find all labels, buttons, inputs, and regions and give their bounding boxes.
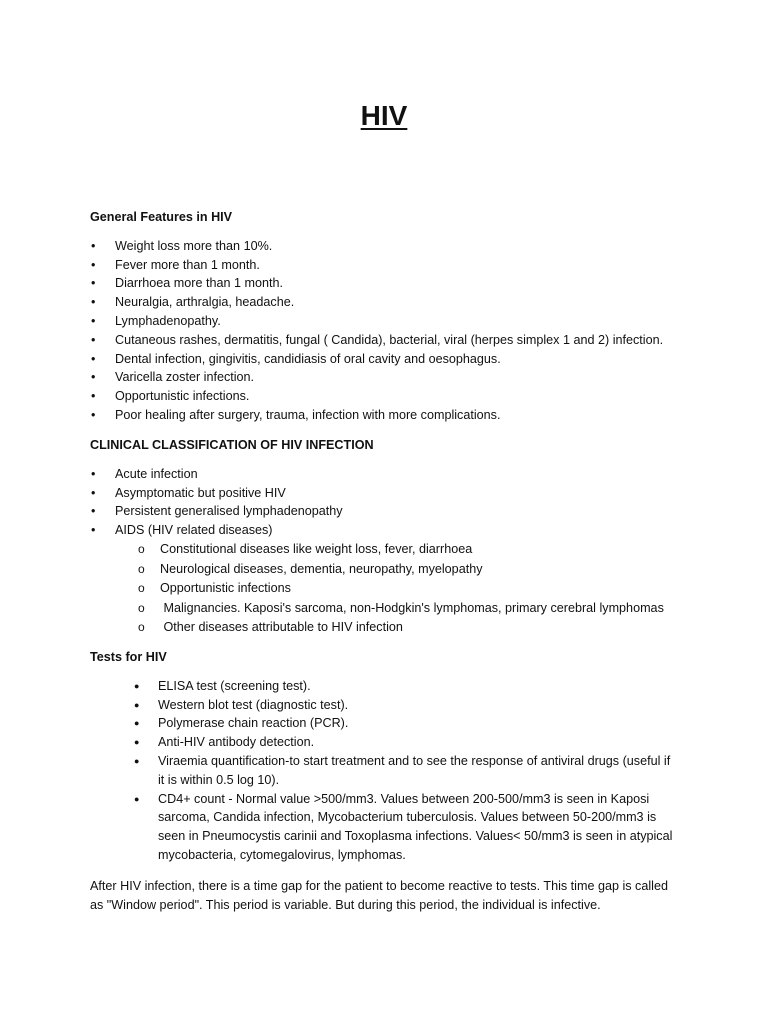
tests-heading: Tests for HIV <box>90 650 167 664</box>
window-period-paragraph: After HIV infection, there is a time gap for the patient to become reactive to tests. This time gap is called as "Window period". This period is variable. But during this period, the individual is infective. <box>90 879 668 912</box>
clinical-classification-section <box>90 436 690 638</box>
sub-list-item: o Opportunistic infections <box>136 579 690 599</box>
list-item: • AIDS (HIV related diseases) <box>90 521 690 540</box>
window-period-section <box>90 877 690 915</box>
list-item: ● ELISA test (screening test). <box>133 677 678 696</box>
list-item: ● Viraemia quantification-to start treatment and to see the response of antiviral drugs (useful if it is within 0.5 log 10). <box>133 752 678 790</box>
list-item: • Dental infection, gingivitis, candidiasis of oral cavity and oesophagus. <box>90 350 690 369</box>
list-item: • Acute infection <box>90 465 690 484</box>
sub-list-item: o Other diseases attributable to HIV infection <box>136 618 690 638</box>
sub-list-item: o Malignancies. Kaposi's sarcoma, non-Hodgkin's lymphomas, primary cerebral lymphomas <box>136 599 690 619</box>
general-features-section <box>90 208 690 425</box>
aids-sub-list <box>136 540 690 638</box>
list-item: • Poor healing after surgery, trauma, infection with more complications. <box>90 406 690 425</box>
page-title: HIV <box>360 100 408 131</box>
list-item: • Lymphadenopathy. <box>90 312 690 331</box>
list-item: • Diarrhoea more than 1 month. <box>90 274 690 293</box>
list-item: • Asymptomatic but positive HIV <box>90 484 690 503</box>
tests-list <box>133 677 690 865</box>
list-item: • Neuralgia, arthralgia, headache. <box>90 293 690 312</box>
list-item: • Opportunistic infections. <box>90 387 690 406</box>
sub-list-item: o Constitutional diseases like weight loss, fever, diarrhoea <box>136 540 690 560</box>
list-item: ● Anti-HIV antibody detection. <box>133 733 678 752</box>
list-item: ● Western blot test (diagnostic test). <box>133 696 678 715</box>
clinical-classification-heading: CLINICAL CLASSIFICATION OF HIV INFECTION <box>90 438 374 452</box>
general-features-heading: General Features in HIV <box>90 210 233 224</box>
tests-section <box>90 648 690 865</box>
list-item: • Fever more than 1 month. <box>90 256 690 275</box>
list-item: • Cutaneous rashes, dermatitis, fungal ( Candida), bacterial, viral (herpes simplex 1 and 2) infection. <box>90 331 690 350</box>
sub-list-item: o Neurological diseases, dementia, neuropathy, myelopathy <box>136 560 690 580</box>
list-item: • Persistent generalised lymphadenopathy <box>90 502 690 521</box>
general-features-list <box>90 237 690 425</box>
list-item: • Weight loss more than 10%. <box>90 237 690 256</box>
list-item: ● CD4+ count - Normal value >500/mm3. Values between 200-500/mm3 is seen in Kaposi sarcoma, Candida infection, Mycobacterium tuberculosis. Values between 50-200/mm3 is seen in Pneumocystis carinii and Toxoplasma infections. Values< 50/mm3 is seen in atypical mycobacteria, cytomegalovirus, lymphomas. <box>133 790 678 865</box>
list-item: ● Polymerase chain reaction (PCR). <box>133 714 678 733</box>
list-item: • Varicella zoster infection. <box>90 368 690 387</box>
clinical-classification-list <box>90 465 690 540</box>
